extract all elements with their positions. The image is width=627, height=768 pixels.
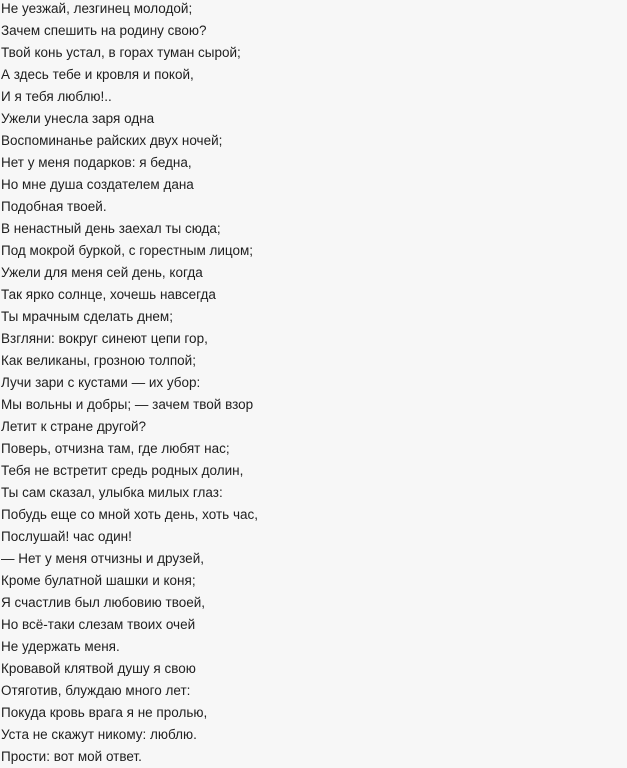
poem-line: Кроме булатной шашки и коня; [1,573,196,588]
poem-line: Так ярко солнце, хочешь навсегда [1,287,216,302]
poem-line: Летит к стране другой? [1,419,147,434]
poem-line: Но всё-таки слезам твоих очей [1,617,196,632]
poem-line: Нет у меня подарков: я бедна, [1,155,192,170]
poem-line: Уста не скажут никому: люблю. [1,727,197,742]
poem-line: Под мокрой буркой, с горестным лицом; [1,243,254,258]
poem-line: Ужели унесла заря одна [1,111,155,126]
poem-line: Подобная твоей. [1,199,107,214]
poem-line: Ты мрачным сделать днем; [1,309,173,324]
poem-line: — Нет у меня отчизны и друзей, [1,551,204,566]
poem-line: Послушай! час один! [1,529,132,544]
poem-text [0,0,258,768]
poem-line: Отяготив, блуждаю много лет: [1,683,191,698]
poem-line: Воспоминанье райских двух ночей; [1,133,223,148]
poem-line: Покуда кровь врага я не пролью, [1,705,208,720]
poem-line: Тебя не встретит средь родных долин, [1,463,244,478]
poem-line: Как великаны, грозною толпой; [1,353,196,368]
poem-line: Ужели для меня сей день, когда [1,265,203,280]
poem-line: Прости: вот мой ответ. [1,749,142,764]
poem-line: Взгляни: вокруг синеют цепи гор, [1,331,208,346]
poem-line: Не удержать меня. [1,639,120,654]
poem-line: В ненастный день заехал ты сюда; [1,221,221,236]
poem-line: Зачем спешить на родину свою? [1,23,207,38]
poem-line: И я тебя люблю!.. [1,89,112,104]
poem-line: Кровавой клятвой душу я свою [1,661,196,676]
poem-line: Поверь, отчизна там, где любят нас; [1,441,230,456]
poem-line: А здесь тебе и кровля и покой, [1,67,194,82]
poem-line: Я счастлив был любовию твоей, [1,595,206,610]
poem-line: Мы вольны и добры; — зачем твой взор [1,397,254,412]
poem-line: Побудь еще со мной хоть день, хоть час, [1,507,259,522]
poem-line: Твой конь устал, в горах туман сырой; [1,45,241,60]
poem-line: Но мне душа создателем дана [1,177,194,192]
poem-line: Лучи зари с кустами — их убор: [1,375,201,390]
poem-line: Ты сам сказал, улыбка милых глаз: [1,485,223,500]
poem-line: Не уезжай, лезгинец молодой; [1,1,193,16]
